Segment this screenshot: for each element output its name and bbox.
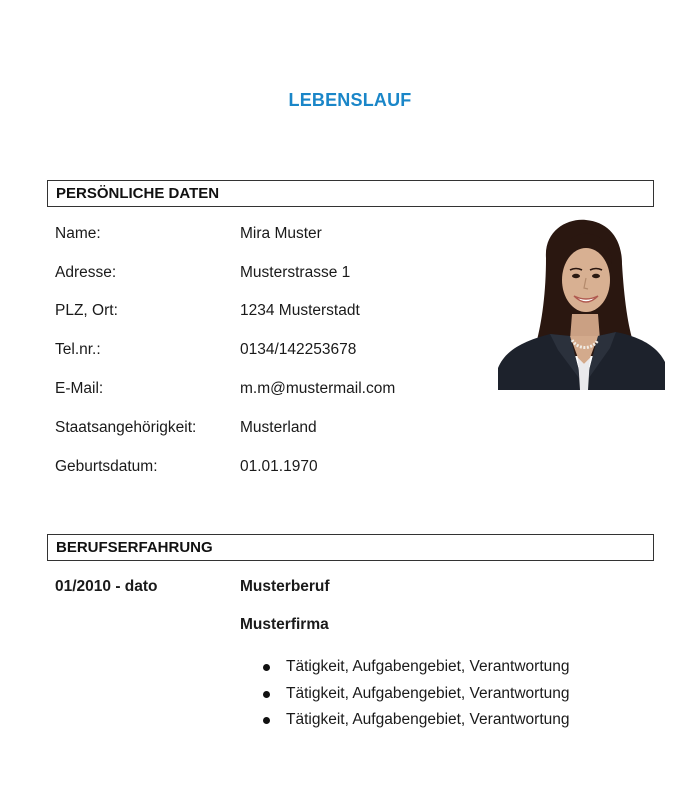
bullet-icon bbox=[263, 717, 270, 724]
portrait-illustration bbox=[498, 218, 665, 390]
info-value: 01.01.1970 bbox=[240, 458, 318, 475]
info-value: m.m@mustermail.com bbox=[240, 380, 396, 397]
task-text: Tätigkeit, Aufgabengebiet, Verantwortung bbox=[286, 658, 570, 675]
experience-task-list bbox=[260, 654, 570, 734]
info-label: E-Mail: bbox=[55, 380, 104, 397]
info-value: Mira Muster bbox=[240, 225, 322, 242]
bullet-icon bbox=[263, 691, 270, 698]
info-label: Staatsangehörigkeit: bbox=[55, 419, 197, 436]
info-value: Musterland bbox=[240, 419, 317, 436]
experience-period: 01/2010 - dato bbox=[55, 578, 158, 595]
list-item bbox=[260, 681, 570, 708]
experience-company: Musterfirma bbox=[240, 616, 329, 633]
info-label: Geburtsdatum: bbox=[55, 458, 158, 475]
info-value: Musterstrasse 1 bbox=[240, 264, 351, 281]
task-text: Tätigkeit, Aufgabengebiet, Verantwortung bbox=[286, 684, 570, 702]
info-value: 0134/142253678 bbox=[240, 341, 357, 358]
experience-job-title: Musterberuf bbox=[240, 578, 330, 595]
info-label: Adresse: bbox=[55, 264, 117, 281]
section-header-personal-data: PERSÖNLICHE DATEN bbox=[47, 180, 654, 207]
list-item bbox=[260, 707, 570, 734]
bullet-icon bbox=[263, 664, 270, 671]
info-value: 1234 Musterstadt bbox=[240, 302, 360, 319]
list-item bbox=[260, 654, 570, 681]
info-label: PLZ, Ort: bbox=[55, 302, 118, 319]
portrait-photo bbox=[498, 218, 665, 390]
info-label: Tel.nr.: bbox=[55, 341, 101, 358]
section-header-work-experience: BERUFSERFAHRUNG bbox=[47, 534, 654, 561]
info-label: Name: bbox=[55, 225, 101, 242]
task-text: Tätigkeit, Aufgabengebiet, Verantwortung bbox=[286, 711, 570, 728]
page-title: LEBENSLAUF bbox=[288, 90, 412, 110]
